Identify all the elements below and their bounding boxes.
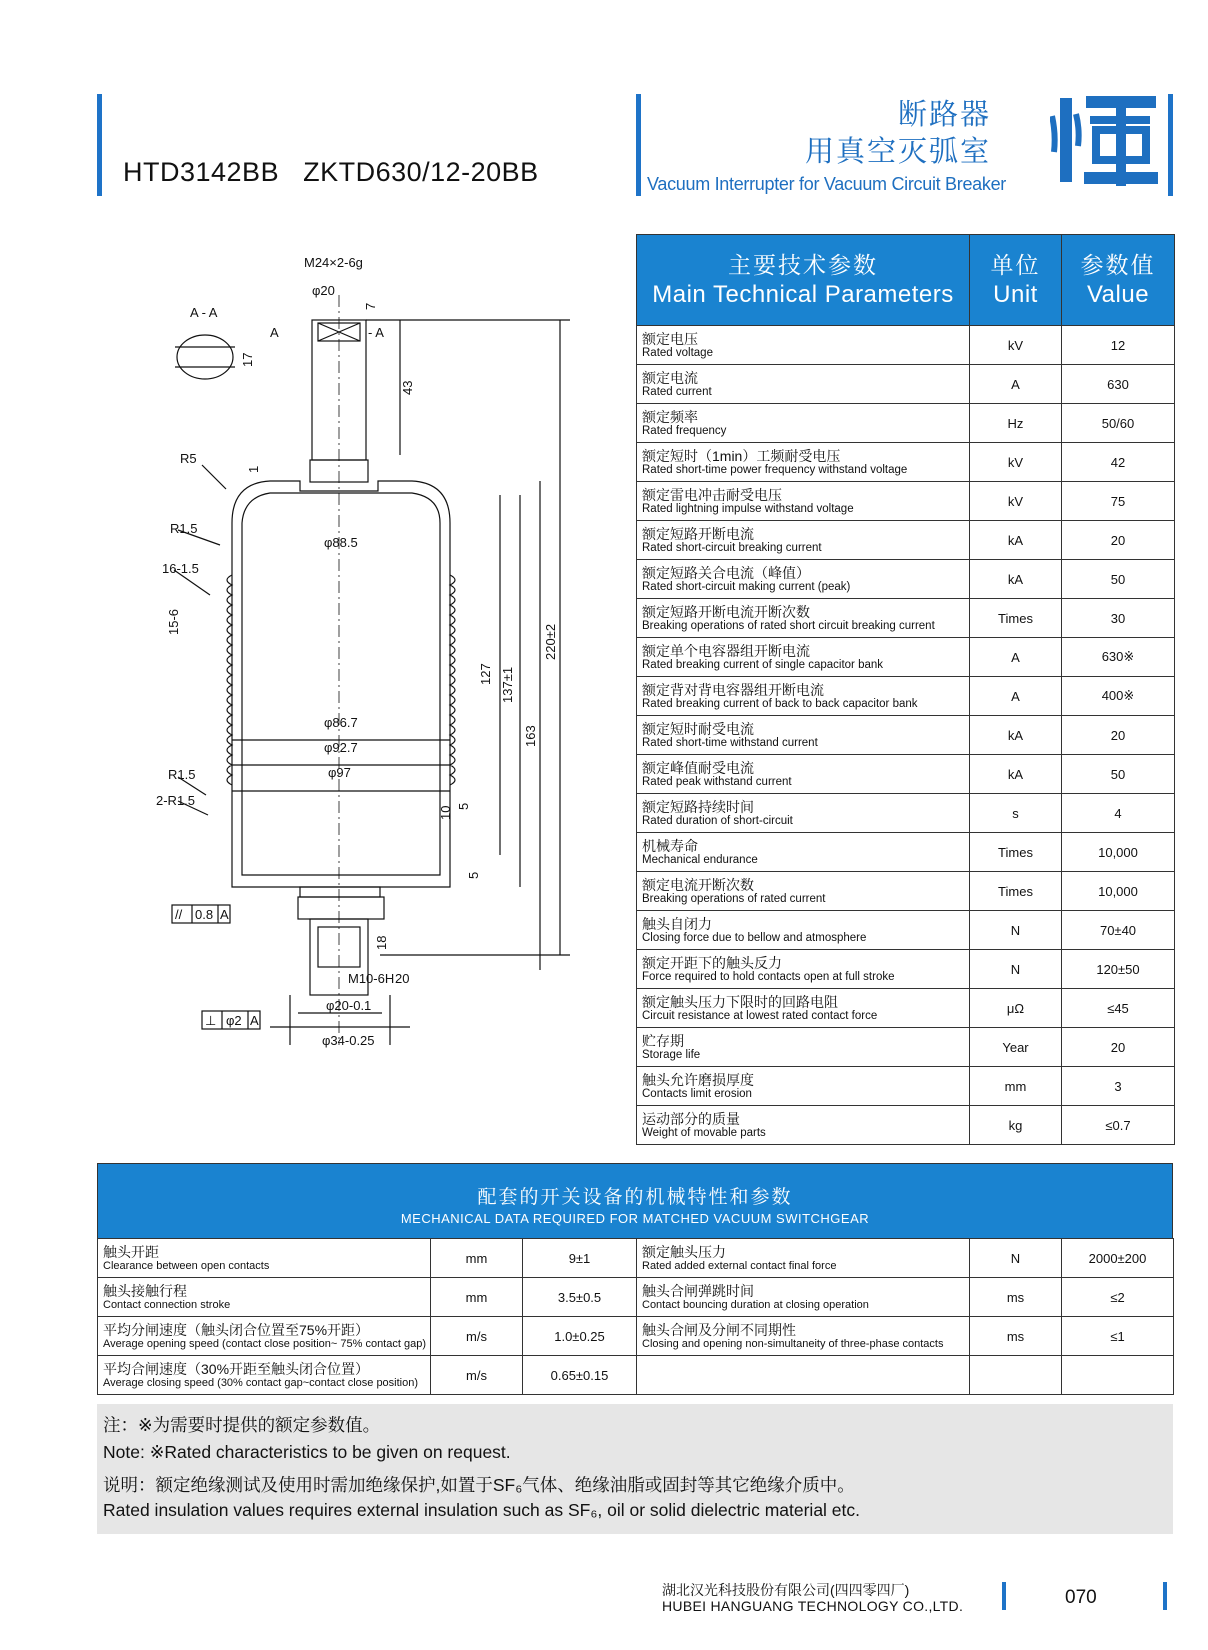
param-name-cn: 触头自闭力 — [642, 915, 712, 932]
param-unit: kA — [970, 560, 1062, 599]
mech-left-name-cn: 触头接触行程 — [103, 1282, 187, 1299]
param-unit: kA — [970, 716, 1062, 755]
param-name-en: Circuit resistance at lowest rated contact force — [642, 1009, 878, 1022]
param-name — [637, 677, 970, 716]
param-unit: Hz — [970, 404, 1062, 443]
param-name-en: Rated frequency — [642, 424, 727, 437]
param-unit: A — [970, 677, 1062, 716]
param-unit: μΩ — [970, 989, 1062, 1028]
param-unit: kV — [970, 443, 1062, 482]
param-name-cn: 额定电流 — [642, 369, 698, 386]
mechanical-row — [98, 1317, 1174, 1356]
label-datum-a: A — [220, 907, 229, 922]
mech-left-name-en: Contact connection stroke — [103, 1298, 231, 1311]
param-name — [637, 872, 970, 911]
label-2-r15: 2-R1.5 — [156, 793, 196, 808]
param-value: 630 — [1062, 365, 1175, 404]
page-number: 070 — [1065, 1587, 1097, 1608]
label-18: 18 — [374, 935, 389, 950]
param-name — [637, 365, 970, 404]
mech-right-unit — [970, 1356, 1062, 1395]
mechanical-title-en: MECHANICAL DATA REQUIRED FOR MATCHED VACUUM SWITCHGEAR — [400, 1211, 870, 1226]
mech-left-unit: mm — [431, 1239, 523, 1278]
param-name-cn: 额定短路持续时间 — [642, 798, 754, 815]
label-220: 220±2 — [543, 623, 558, 660]
footer-bar-left — [1002, 1582, 1006, 1610]
param-unit: Year — [970, 1028, 1062, 1067]
param-value: 630※ — [1062, 638, 1175, 677]
label-127: 127 — [478, 663, 493, 685]
param-value: 75 — [1062, 482, 1175, 521]
label-perp: ⊥ — [205, 1013, 217, 1028]
param-value: 42 — [1062, 443, 1175, 482]
param-value: 50 — [1062, 755, 1175, 794]
param-name-en: Breaking operations of rated short circuit breaking current — [642, 619, 935, 632]
note-line4: Rated insulation values requires external insulation such as SF₆, oil or solid dielectric material etc. — [103, 1500, 861, 1520]
label-a-right: - A — [368, 325, 384, 340]
mech-right-unit: ms — [970, 1278, 1062, 1317]
interrupter-drawing — [150, 255, 630, 1125]
mech-left-name-en: Average opening speed (contact close position~ 75% contact gap) — [103, 1337, 426, 1350]
param-row — [637, 755, 1175, 794]
label-d2: φ2 — [226, 1013, 242, 1028]
brand-en: Vacuum Interrupter for Vacuum Circuit Breaker — [647, 174, 1006, 194]
param-unit: kg — [970, 1106, 1062, 1145]
param-name-en: Rated current — [642, 385, 712, 398]
param-row — [637, 365, 1175, 404]
footer-company-en: HUBEI HANGUANG TECHNOLOGY CO.,LTD. — [662, 1598, 964, 1614]
note-line1: 注：※为需要时提供的额定参数值。 — [103, 1415, 381, 1435]
param-name-en: Rated lightning impulse withstand voltage — [642, 502, 854, 515]
mech-left-unit: m/s — [431, 1356, 523, 1395]
param-name — [637, 1106, 970, 1145]
param-value: 70±40 — [1062, 911, 1175, 950]
param-unit: kV — [970, 326, 1062, 365]
param-row — [637, 833, 1175, 872]
param-name-cn: 额定开距下的触头反力 — [642, 954, 782, 971]
label-d867: φ86.7 — [324, 715, 358, 730]
param-value: 50 — [1062, 560, 1175, 599]
param-unit: Times — [970, 872, 1062, 911]
label-10: 10 — [438, 805, 453, 820]
param-value: 10,000 — [1062, 872, 1175, 911]
param-name-en: Mechanical endurance — [642, 853, 758, 866]
param-value: 20 — [1062, 521, 1175, 560]
param-row — [637, 794, 1175, 833]
label-parallel: // — [175, 907, 183, 922]
param-row — [637, 911, 1175, 950]
param-row — [637, 638, 1175, 677]
param-name-cn: 贮存期 — [642, 1032, 684, 1049]
mech-right-name-cn: 额定触头压力 — [642, 1243, 726, 1260]
param-row — [637, 326, 1175, 365]
param-name-en: Rated voltage — [642, 346, 713, 359]
param-row — [637, 482, 1175, 521]
param-unit: kA — [970, 755, 1062, 794]
note-line3: 说明：额定绝缘测试及使用时需加绝缘保护,如置于SF₆气体、绝缘油脂或固封等其它绝缘介质中。 — [103, 1475, 855, 1495]
mech-left-name — [98, 1239, 431, 1278]
mech-left-name — [98, 1317, 431, 1356]
mech-right-name-en: Rated added external contact final force — [642, 1259, 837, 1272]
param-name — [637, 794, 970, 833]
param-name-en: Storage life — [642, 1048, 701, 1061]
param-row — [637, 560, 1175, 599]
param-row — [637, 404, 1175, 443]
param-name-en: Rated short-circuit making current (peak) — [642, 580, 851, 593]
param-row — [637, 1028, 1175, 1067]
label-5-b: 5 — [466, 871, 481, 879]
param-name-cn: 额定短路开断电流 — [642, 525, 754, 542]
mech-left-name-cn: 平均合闸速度（30%开距至触头闭合位置） — [103, 1360, 370, 1377]
label-r15-bottom: R1.5 — [168, 767, 196, 782]
mech-right-value — [1062, 1356, 1174, 1395]
param-name-en: Rated short-time power frequency withstand voltage — [642, 463, 908, 476]
label-datum-a2: A — [250, 1013, 259, 1028]
mechanical-table — [97, 1238, 1174, 1395]
param-name-en: Rated breaking current of single capacitor bank — [642, 658, 884, 671]
param-value: 10,000 — [1062, 833, 1175, 872]
param-value: ≤0.7 — [1062, 1106, 1175, 1145]
param-unit: mm — [970, 1067, 1062, 1106]
param-unit: kV — [970, 482, 1062, 521]
mech-right-unit: N — [970, 1239, 1062, 1278]
param-value: 20 — [1062, 1028, 1175, 1067]
param-name-en: Rated short-time withstand current — [642, 736, 818, 749]
param-unit: N — [970, 911, 1062, 950]
param-name — [637, 443, 970, 482]
param-name-cn: 触头允许磨损厚度 — [642, 1071, 754, 1088]
mech-left-value: 3.5±0.5 — [523, 1278, 637, 1317]
params-header-unit: 单位 Unit — [970, 235, 1062, 326]
param-value: 50/60 — [1062, 404, 1175, 443]
label-20: 20 — [395, 971, 410, 986]
param-name-cn: 额定电压 — [642, 330, 698, 347]
param-name-en: Rated breaking current of back to back capacitor bank — [642, 697, 918, 710]
mech-right-name — [637, 1278, 970, 1317]
mech-right-name-en: Contact bouncing duration at closing operation — [642, 1298, 869, 1311]
mech-left-unit: m/s — [431, 1317, 523, 1356]
mech-right-name — [637, 1317, 970, 1356]
param-name — [637, 404, 970, 443]
param-name-en: Weight of movable parts — [642, 1126, 766, 1139]
label-15-6: 15-6 — [166, 608, 181, 635]
param-value: 4 — [1062, 794, 1175, 833]
mechanical-row — [98, 1278, 1174, 1317]
param-row — [637, 599, 1175, 638]
param-value: ≤45 — [1062, 989, 1175, 1028]
param-name-cn: 额定背对背电容器组开断电流 — [642, 681, 824, 698]
param-name — [637, 599, 970, 638]
brand-cn-line2: 用真空灭弧室 — [804, 136, 991, 168]
param-name-en: Breaking operations of rated current — [642, 892, 826, 905]
param-row — [637, 1067, 1175, 1106]
param-name-cn: 额定雷电冲击耐受电压 — [642, 486, 782, 503]
mechanical-header — [97, 1163, 1173, 1239]
mech-right-name — [637, 1356, 970, 1395]
mech-left-name-cn: 平均分闸速度（触头闭合位置至75%开距） — [103, 1321, 370, 1338]
param-name-en: Rated duration of short-circuit — [642, 814, 793, 827]
mech-left-name — [98, 1356, 431, 1395]
param-row — [637, 989, 1175, 1028]
param-name-cn: 额定短时耐受电流 — [642, 720, 754, 737]
footer-bar-right — [1163, 1582, 1167, 1610]
left-header-bar — [97, 94, 102, 196]
param-name — [637, 560, 970, 599]
param-name-cn: 运动部分的质量 — [642, 1110, 740, 1127]
param-name-en: Closing force due to bellow and atmosphere — [642, 931, 867, 944]
label-d34: φ34-0.25 — [322, 1033, 375, 1048]
param-unit: A — [970, 638, 1062, 677]
param-row — [637, 1106, 1175, 1145]
middle-header-bar — [636, 94, 641, 196]
mech-right-name-cn: 触头合闸及分闸不同期性 — [642, 1321, 796, 1338]
mech-left-name-cn: 触头开距 — [103, 1243, 159, 1260]
param-unit: Times — [970, 833, 1062, 872]
param-row — [637, 872, 1175, 911]
param-name-cn: 额定短路开断电流开断次数 — [642, 603, 810, 620]
main-parameters-table — [636, 234, 1175, 1145]
param-name — [637, 1067, 970, 1106]
param-row — [637, 677, 1175, 716]
mech-left-value: 9±1 — [523, 1239, 637, 1278]
param-row — [637, 716, 1175, 755]
label-thread-top: M24×2-6g — [304, 255, 363, 270]
label-a-a: A - A — [190, 305, 218, 320]
param-name — [637, 911, 970, 950]
param-name — [637, 1028, 970, 1067]
right-header-bar — [1168, 94, 1173, 196]
mech-right-value: ≤2 — [1062, 1278, 1174, 1317]
param-value: 20 — [1062, 716, 1175, 755]
mech-right-unit: ms — [970, 1317, 1062, 1356]
mech-left-unit: mm — [431, 1278, 523, 1317]
param-value: 12 — [1062, 326, 1175, 365]
param-name-cn: 额定电流开断次数 — [642, 876, 754, 893]
param-name-en: Rated short-circuit breaking current — [642, 541, 822, 554]
param-name-en: Contacts limit erosion — [642, 1087, 752, 1100]
param-name — [637, 326, 970, 365]
note-line2: Note: ※Rated characteristics to be given on request. — [103, 1442, 511, 1462]
label-m10: M10-6H — [348, 971, 395, 986]
mechanical-row — [98, 1356, 1174, 1395]
param-unit: Times — [970, 599, 1062, 638]
param-name-en: Force required to hold contacts open at full stroke — [642, 970, 895, 983]
label-08: 0.8 — [195, 907, 214, 922]
param-name — [637, 638, 970, 677]
param-name-cn: 额定单个电容器组开断电流 — [642, 642, 810, 659]
param-name — [637, 482, 970, 521]
company-logo-icon — [1050, 86, 1162, 194]
param-name-cn: 额定频率 — [642, 408, 698, 425]
mech-right-name — [637, 1239, 970, 1278]
param-name-cn: 机械寿命 — [642, 837, 698, 854]
mech-left-name — [98, 1278, 431, 1317]
mech-left-name-en: Average closing speed (30% contact gap~contact close position) — [103, 1376, 419, 1389]
label-d97: φ97 — [328, 765, 351, 780]
mech-right-name-en: Closing and opening non-simultaneity of three-phase contacts — [642, 1337, 944, 1350]
label-a-left: A — [270, 325, 279, 340]
param-unit: A — [970, 365, 1062, 404]
label-d885: φ88.5 — [324, 535, 358, 550]
param-name-en: Rated peak withstand current — [642, 775, 792, 788]
brand-cn-line1: 断路器 — [897, 99, 991, 131]
label-d927: φ92.7 — [324, 740, 358, 755]
notes-panel — [97, 1404, 1173, 1534]
param-value: 30 — [1062, 599, 1175, 638]
mechanical-title-cn: 配套的开关设备的机械特性和参数 — [477, 1187, 793, 1208]
label-17: 17 — [240, 352, 255, 367]
param-value: 3 — [1062, 1067, 1175, 1106]
param-name — [637, 950, 970, 989]
param-value: 400※ — [1062, 677, 1175, 716]
param-unit: N — [970, 950, 1062, 989]
mech-left-value: 0.65±0.15 — [523, 1356, 637, 1395]
param-name — [637, 833, 970, 872]
param-row — [637, 950, 1175, 989]
mech-right-value: 2000±200 — [1062, 1239, 1174, 1278]
label-1: 1 — [246, 465, 261, 473]
param-name-cn: 额定短时（1min）工频耐受电压 — [642, 447, 841, 464]
mech-left-value: 1.0±0.25 — [523, 1317, 637, 1356]
param-unit: s — [970, 794, 1062, 833]
mech-left-name-en: Clearance between open contacts — [103, 1259, 270, 1272]
param-name-cn: 额定短路关合电流（峰值） — [642, 564, 810, 581]
param-name-cn: 额定触头压力下限时的回路电阻 — [642, 993, 838, 1010]
params-header-value: 参数值 Value — [1062, 235, 1175, 326]
mechanical-row — [98, 1239, 1174, 1278]
footer-company-cn: 湖北汉光科技股份有限公司(四四零四厂) — [662, 1582, 910, 1598]
label-5-a: 5 — [456, 802, 471, 810]
label-r5: R5 — [180, 451, 197, 466]
param-name — [637, 521, 970, 560]
param-unit: kA — [970, 521, 1062, 560]
param-name — [637, 755, 970, 794]
label-163: 163 — [523, 725, 538, 747]
param-value: 120±50 — [1062, 950, 1175, 989]
mech-right-value: ≤1 — [1062, 1317, 1174, 1356]
label-d20-bottom: φ20-0.1 — [326, 998, 372, 1013]
model-title: HTD3142BB ZKTD630/12-20BB — [123, 157, 539, 187]
param-row — [637, 443, 1175, 482]
param-name — [637, 716, 970, 755]
param-name — [637, 989, 970, 1028]
params-header-name: 主要技术参数 Main Technical Parameters — [637, 235, 970, 326]
label-16-15: 16-1.5 — [162, 561, 199, 576]
label-d20-top: φ20 — [312, 283, 335, 298]
label-r15-top: R1.5 — [170, 521, 198, 536]
label-7: 7 — [363, 302, 378, 310]
param-row — [637, 521, 1175, 560]
label-43: 43 — [400, 380, 415, 395]
param-name-cn: 额定峰值耐受电流 — [642, 759, 754, 776]
mech-right-name-cn: 触头合闸弹跳时间 — [642, 1282, 754, 1299]
label-137: 137±1 — [500, 666, 515, 703]
